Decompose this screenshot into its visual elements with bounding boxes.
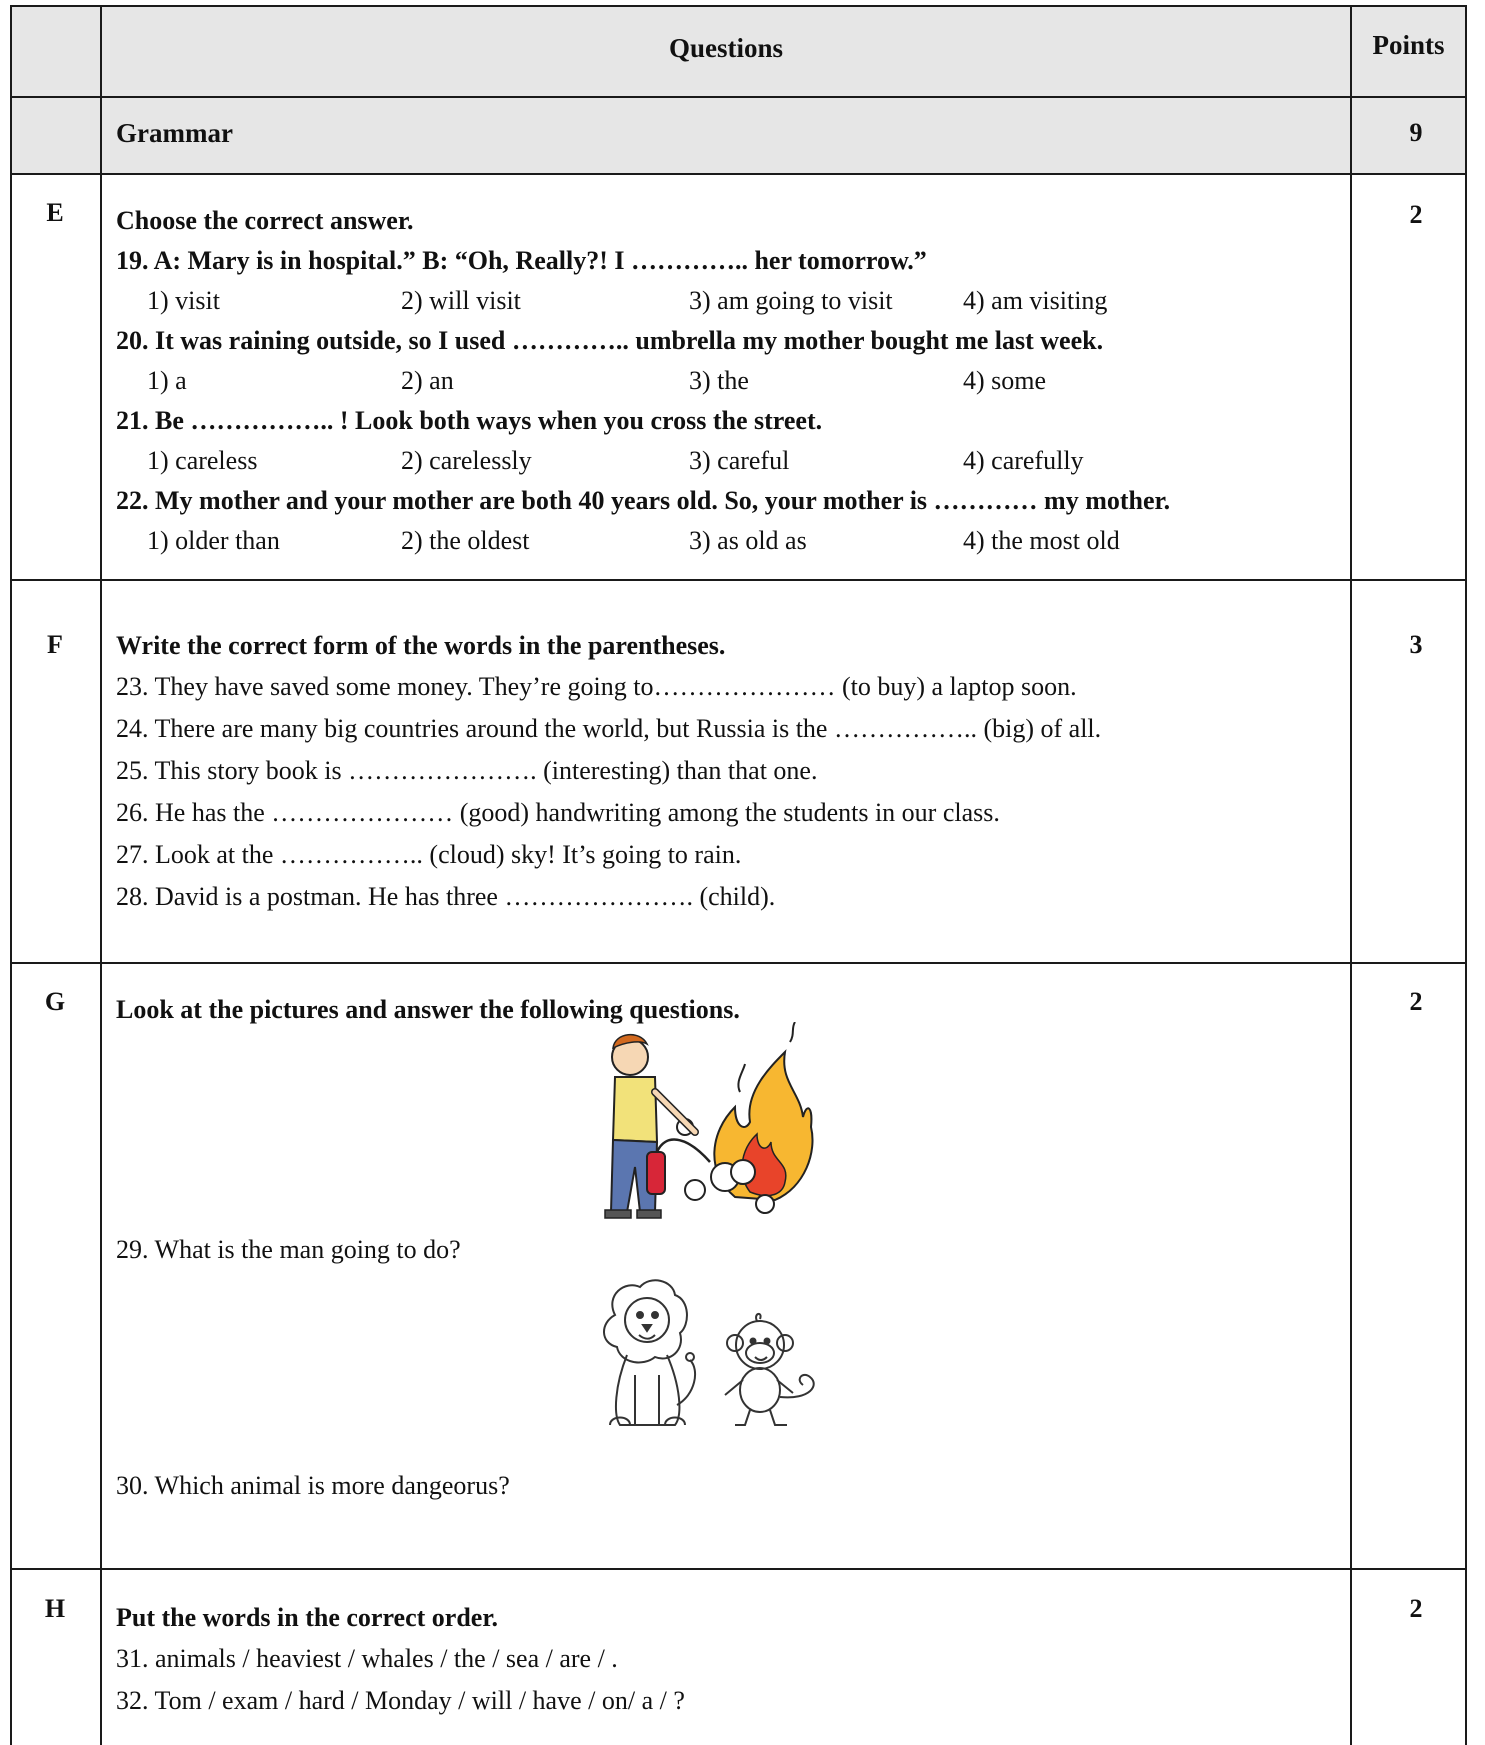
table-border-left: [10, 5, 12, 1745]
block-h: [116, 1598, 1346, 1722]
question-29-wrap: [116, 1229, 1346, 1271]
option[interactable]: 1) careless: [147, 446, 258, 475]
instruction-e: Choose the correct answer.: [116, 206, 414, 235]
options-22: [116, 521, 1346, 561]
item-28: 28. David is a postman. He has three …………………. (child).: [116, 882, 776, 911]
table-border-right: [1465, 5, 1467, 1745]
instruction-f: Write the correct form of the words in the parentheses.: [116, 631, 726, 660]
option[interactable]: 2) an: [401, 366, 454, 395]
section-letter-h: H: [44, 1594, 66, 1623]
question-21: 21. Be …………….. ! Look both ways when you cross the street.: [116, 406, 823, 435]
table-border-top: [10, 5, 1467, 7]
question-30: 30. Which animal is more dangeorus?: [116, 1471, 510, 1500]
option[interactable]: 4) carefully: [963, 446, 1084, 475]
section-title: Grammar: [116, 118, 233, 148]
table-rule: [10, 579, 1467, 581]
fire-extinguisher-illustration: [585, 1022, 820, 1222]
table-rule: [10, 1568, 1467, 1570]
table-rule: [100, 5, 102, 1745]
option[interactable]: 3) as old as: [689, 526, 807, 555]
points-f: 3: [1409, 630, 1423, 659]
table-rule: [10, 962, 1467, 964]
option[interactable]: 1) older than: [147, 526, 280, 555]
section-points: 9: [1409, 118, 1423, 147]
option[interactable]: 3) careful: [689, 446, 790, 475]
item-31: 31. animals / heaviest / whales / the / sea / are / .: [116, 1644, 618, 1673]
points-h: 2: [1409, 1594, 1423, 1623]
option[interactable]: 4) the most old: [963, 526, 1120, 555]
item-25: 25. This story book is …………………. (interesting) than that one.: [116, 756, 818, 785]
table-rule: [10, 96, 1467, 98]
item-32: 32. Tom / exam / hard / Monday / will / have / on/ a / ?: [116, 1686, 685, 1715]
item-26: 26. He has the ………………… (good) handwriting among the students in our class.: [116, 798, 1000, 827]
question-20: 20. It was raining outside, so I used ………….. umbrella my mother bought me last week.: [116, 326, 1104, 355]
instruction-g: Look at the pictures and answer the following questions.: [116, 995, 740, 1024]
item-24: 24. There are many big countries around the world, but Russia is the …………….. (big) of all.: [116, 714, 1102, 743]
option[interactable]: 1) visit: [147, 286, 220, 315]
option[interactable]: 2) will visit: [401, 286, 521, 315]
table-rule: [10, 173, 1467, 175]
points-header: Points: [1372, 30, 1445, 60]
item-23: 23. They have saved some money. They’re going to………………… (to buy) a laptop soon.: [116, 672, 1077, 701]
section-letter-e: E: [46, 198, 64, 227]
lion-and-monkey-illustration: [595, 1275, 835, 1435]
section-letter-g: G: [44, 987, 66, 1016]
options-20: [116, 361, 1346, 401]
instruction-h: Put the words in the correct order.: [116, 1603, 498, 1632]
question-19: 19. A: Mary is in hospital.” B: “Oh, Really?! I ………….. her tomorrow.”: [116, 246, 927, 275]
option[interactable]: 4) am visiting: [963, 286, 1108, 315]
section-letter-f: F: [47, 630, 63, 659]
item-27: 27. Look at the …………….. (cloud) sky! It’s going to rain.: [116, 840, 742, 869]
option[interactable]: 3) the: [689, 366, 749, 395]
options-19: [116, 281, 1346, 321]
option[interactable]: 2) the oldest: [401, 526, 530, 555]
option[interactable]: 2) carelessly: [401, 446, 532, 475]
questions-header: Questions: [668, 33, 784, 63]
table-rule: [1350, 5, 1352, 1745]
option[interactable]: 4) some: [963, 366, 1047, 395]
block-e: [116, 201, 1346, 561]
option[interactable]: 1) a: [147, 366, 187, 395]
options-21: [116, 441, 1346, 481]
question-29: 29. What is the man going to do?: [116, 1235, 461, 1264]
option[interactable]: 3) am going to visit: [689, 286, 893, 315]
question-22: 22. My mother and your mother are both 40 years old. So, your mother is ………… my mother.: [116, 486, 1171, 515]
block-f: [116, 626, 1346, 918]
points-e: 2: [1409, 200, 1423, 229]
points-g: 2: [1409, 987, 1423, 1016]
question-30-wrap: [116, 1465, 1346, 1507]
